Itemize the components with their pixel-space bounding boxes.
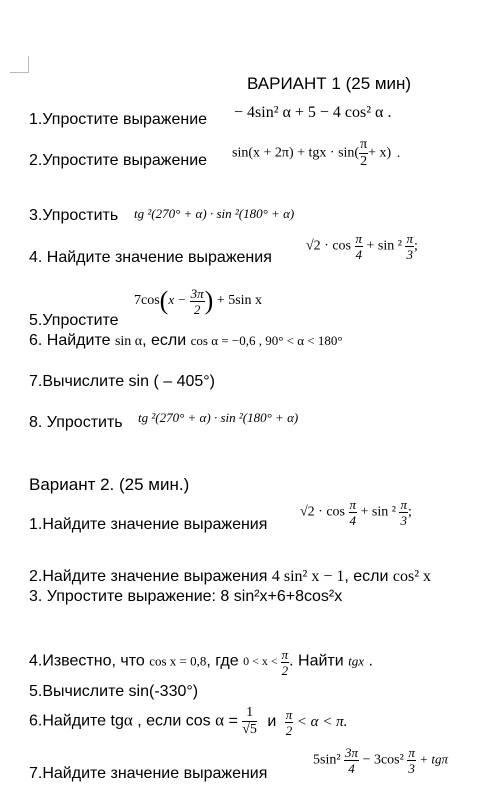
v2-task-7-expr-b: − 3cos² <box>362 752 404 768</box>
v2-task-6-condition <box>285 707 348 739</box>
v2-task-4-find: . Найти <box>289 652 344 670</box>
v1-task-4-tail: ; <box>413 238 418 254</box>
v2-task-1-fraction-1 <box>349 498 358 527</box>
v2-task-1-expr-a: √2 · cos <box>300 504 346 520</box>
v2-task-6-fraction <box>242 706 257 737</box>
v1-task-2-tail: . <box>396 145 401 161</box>
v2-task-7-f2-den: 3 <box>408 761 415 776</box>
v2-task-4-cond-a: 0 < x < <box>243 654 278 669</box>
v2-task-2-text: 2.Найдите значение выражения <box>29 568 268 585</box>
v2-task-7-expression <box>313 746 448 775</box>
v2-task-6-eq: = <box>228 712 238 730</box>
v2-task-2 <box>29 568 431 586</box>
v2-task-3-text: 3. Упростите выражение: 8 sin²x+6+8cos²x <box>29 588 343 605</box>
v2-task-1-fraction-2 <box>399 498 408 527</box>
v1-task-2-expression <box>232 138 400 169</box>
v2-task-4-tail: . <box>368 652 373 670</box>
v1-task-2-text: 2.Упростите выражение <box>29 152 208 169</box>
v2-task-6-alpha-2: α <box>215 710 224 730</box>
v2-task-7-fraction-1 <box>344 746 359 775</box>
v2-task-6-alpha: α <box>123 710 133 730</box>
v2-task-4-cond-fraction <box>281 648 290 677</box>
v1-task-2-fraction <box>359 138 368 169</box>
v1-task-5-paren-close: ) <box>204 286 214 315</box>
v2-task-4-cond-num: π <box>281 647 289 662</box>
v1-task-6-if: , если <box>142 332 187 349</box>
variant-2-title: Вариант 2. (25 мин.) <box>29 475 190 494</box>
v1-task-7-text: 7.Вычислите sin ( – 405°) <box>29 373 215 390</box>
v1-task-4-expr-b: + sin ² <box>366 238 402 254</box>
v2-task-6-text: 6.Найдите tg <box>29 712 124 730</box>
v1-task-5-frac-den: 2 <box>193 301 201 317</box>
v1-task-1-expr: − 4sin² α + 5 − 4 cos² α <box>234 104 384 121</box>
v1-task-1 <box>29 111 207 129</box>
v1-task-2-expr-a: sin(x + 2π) + tgx · sin( <box>232 145 360 161</box>
v1-task-1-tail: . <box>387 104 392 121</box>
v1-task-4-text: 4. Найдите значение выражения <box>29 249 272 266</box>
v2-task-7-f1-den: 4 <box>348 761 355 776</box>
v1-task-8-expr: tg ²(270° + α) · sin ²(180° + α) <box>138 410 299 425</box>
v1-task-4-f1-den: 4 <box>355 247 363 262</box>
v2-task-1-f2-den: 3 <box>400 513 407 528</box>
v1-task-3-expr: tg ²(270° + α) · sin ²(180° + α) <box>134 206 295 221</box>
v2-task-6-cond-num: π <box>285 707 293 723</box>
v2-task-4-cond-den: 2 <box>281 663 289 678</box>
v2-task-1-tail: ; <box>407 504 412 520</box>
v2-task-6-den: √5 <box>242 722 257 737</box>
v2-task-4-condition <box>243 647 289 678</box>
v2-task-7-f1-num: 3π <box>345 745 359 760</box>
v2-task-6-cond-fraction <box>285 708 294 737</box>
v1-task-5-expr-a: 7cos <box>134 293 160 309</box>
v2-task-4-expr: cos x = 0,8 <box>149 653 207 669</box>
v2-task-6-cond-den: 2 <box>285 723 293 739</box>
v2-task-7-expr-a: 5sin² <box>313 752 341 768</box>
v2-task-1-f1-den: 4 <box>349 513 357 528</box>
v1-task-6-sin: sin α <box>114 334 143 349</box>
v2-task-2-expr: 4 sin² x − 1 <box>271 568 345 585</box>
v2-task-1-expr-b: + sin ² <box>360 504 396 520</box>
page-corner-mark <box>10 56 29 73</box>
v1-task-8-text: 8. Упростить <box>29 414 123 431</box>
v2-task-7-expr-c: + tgπ <box>419 751 448 767</box>
v2-task-4-where: , где <box>206 652 239 670</box>
v1-task-2-frac-num: π <box>360 137 368 152</box>
v1-task-5-paren-open: ( <box>159 286 169 315</box>
v2-task-1-expression <box>300 498 412 527</box>
v1-task-2-frac-den: 2 <box>360 154 368 169</box>
v1-task-5-paren-x: x − <box>168 292 187 308</box>
variant-1-title: ВАРИАНТ 1 (25 мин) <box>247 74 412 93</box>
v1-task-6-text: 6. Найдите <box>29 332 111 349</box>
v2-task-7-fraction-2 <box>407 746 416 775</box>
v1-task-1-expression <box>234 104 391 122</box>
v1-task-4-expression <box>306 232 418 261</box>
v1-task-6-condition: cos α = −0,6 , 90° < α < 180° <box>190 333 343 348</box>
v2-task-5-text: 5.Вычислите sin(-330°) <box>29 683 199 700</box>
v1-task-5-expression <box>134 286 262 316</box>
v2-task-4-text: 4.Известно, что <box>29 652 145 670</box>
v2-task-4-tgx: tgx <box>348 653 365 669</box>
v2-task-6-num: 1 <box>242 706 257 722</box>
v1-task-1-text: 1.Упростите выражение <box>29 111 208 128</box>
v2-task-1-text: 1.Найдите значение выражения <box>29 516 268 533</box>
v2-task-2-if: , если <box>344 568 389 585</box>
v2-task-1-f1-num: π <box>349 497 357 512</box>
v1-task-4-f2-den: 3 <box>406 247 413 262</box>
v2-task-6 <box>29 706 347 737</box>
v1-task-5-text: 5.Упростите <box>29 312 119 329</box>
v2-task-2-condition: cos² x <box>392 568 431 585</box>
v1-task-4-fraction-2 <box>405 232 414 261</box>
v1-task-4-expr-a: √2 · cos <box>306 238 352 254</box>
v2-task-7-text: 7.Найдите значение выражения <box>29 765 268 782</box>
v2-task-6-if: , если cos <box>137 712 211 730</box>
v1-task-4-fraction-1 <box>355 232 364 261</box>
v1-task-5-frac-num: 3π <box>190 285 204 301</box>
v2-task-6-and: и <box>267 712 277 730</box>
v1-task-4-f1-num: π <box>355 231 363 246</box>
v2-task-6-cond: < α < π. <box>296 713 348 730</box>
v2-task-4 <box>29 648 373 677</box>
v1-task-2-expr-b: + x) <box>368 145 392 161</box>
v1-task-5-expr-b: + 5sin x <box>216 293 263 309</box>
v1-task-4-f2-num: π <box>406 231 413 246</box>
v2-task-7-f2-num: π <box>408 745 415 760</box>
v1-task-5-fraction <box>190 287 205 316</box>
v1-task-3-text: 3.Упростить <box>29 207 119 224</box>
v1-task-6 <box>29 332 343 350</box>
v2-task-1-f2-num: π <box>400 497 407 512</box>
